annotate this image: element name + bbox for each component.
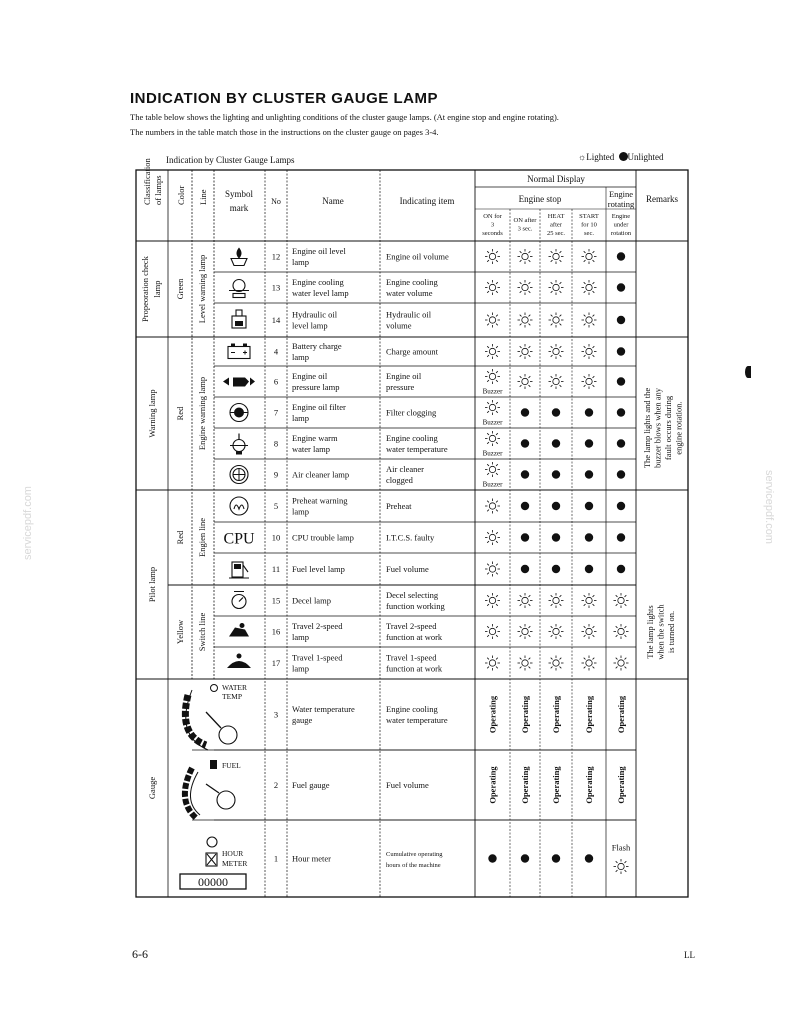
row-number: 4 [273, 346, 279, 357]
water-temp-label-2: TEMP [222, 692, 243, 701]
lighted-icon [582, 593, 597, 608]
row-indicating-item: function working [386, 601, 445, 611]
legend-lighted: Lighted [586, 152, 615, 162]
lighted-icon [582, 656, 597, 671]
unlighted-icon [617, 470, 625, 478]
unlighted-icon [585, 533, 593, 541]
lighted-icon [549, 593, 564, 608]
lighted-icon [582, 374, 597, 389]
buzzer-label: Buzzer [482, 418, 503, 427]
lighted-icon [582, 249, 597, 264]
operating-label: Operating [551, 695, 561, 734]
battery-icon [228, 344, 250, 359]
lighted-icon [485, 462, 500, 477]
header-color: Color [176, 185, 186, 205]
lighted-icon [485, 249, 500, 264]
row-name: Preheat warning [292, 495, 348, 506]
watermark-right: servicepdf.com [763, 470, 775, 544]
remark-switch: when the switch [655, 604, 666, 660]
unlighted-icon [585, 439, 593, 447]
row-name: lamp [292, 352, 309, 362]
row-indicating-item: function at work [386, 632, 443, 642]
lighted-icon [518, 313, 533, 328]
operating-label: Operating [520, 766, 530, 804]
operating-label: Operating [551, 766, 561, 804]
header-subcol: 3 sec. [517, 225, 533, 233]
classification-label: Propeoration check [140, 256, 150, 322]
row-name: Water temperature [292, 704, 355, 714]
unlighted-icon [617, 283, 625, 291]
row-name: CPU trouble lamp [292, 532, 354, 543]
row-indicating-item: Charge amount [386, 346, 439, 357]
page-title: INDICATION BY CLUSTER GAUGE LAMP [130, 90, 438, 107]
lighted-icon [485, 624, 500, 639]
header-subcol: after [550, 221, 562, 229]
oil-pressure-icon [223, 378, 255, 387]
unlighted-icon [585, 470, 593, 478]
operating-label: Operating [487, 695, 498, 734]
unlighted-icon [552, 565, 560, 573]
header-subcol: sec. [584, 230, 594, 237]
hydraulic-level-icon [232, 310, 246, 328]
lighted-icon: ☼ [578, 152, 587, 162]
intro-text-2: The numbers in the table match those in the instructions on the cluster gauge on pages 3-4. [130, 127, 439, 137]
operating-label: Operating [584, 766, 594, 804]
grid-line [239, 598, 243, 602]
operating-label: Operating [616, 766, 626, 804]
unlighted-icon [585, 408, 593, 416]
row-number: 5 [273, 501, 279, 511]
lighted-icon [485, 344, 500, 359]
water-temp-gauge-pivot [219, 726, 237, 744]
unlighted-icon [617, 502, 625, 510]
unlighted-icon [521, 565, 529, 573]
footer-code: LL [684, 950, 695, 960]
classification-label: Pilot lamp [147, 566, 157, 603]
buzzer-label: Buzzer [482, 449, 503, 458]
buzzer-label: Buzzer [482, 387, 503, 396]
row-indicating-item: pressure [386, 382, 415, 392]
lighted-icon [582, 280, 597, 295]
watermark-left: servicepdf.com [22, 486, 34, 560]
unlighted-icon [585, 854, 593, 862]
unlighted-icon [521, 408, 529, 416]
header-remarks: Remarks [646, 194, 678, 204]
row-name: Air cleaner lamp [292, 469, 350, 480]
travel-1-speed-icon [227, 654, 251, 669]
table-caption: Indication by Cluster Gauge Lamps [166, 155, 295, 165]
row-number: 15 [271, 595, 281, 606]
lighted-icon [485, 499, 500, 514]
remark-warning: engine rotation. [673, 401, 684, 455]
fuel-label: FUEL [222, 761, 241, 770]
row-indicating-item: water volume [386, 288, 433, 298]
lighted-icon [549, 280, 564, 295]
row-name: gauge [292, 715, 313, 725]
row-name: lamp [292, 632, 309, 642]
unlighted-icon [617, 377, 625, 385]
lighted-icon [485, 400, 500, 415]
row-number: 1 [273, 853, 279, 864]
header-symbol-2: mark [229, 203, 249, 213]
grid-line [243, 565, 248, 572]
row-number: 3 [273, 709, 279, 720]
grid-line [206, 712, 221, 728]
lighted-icon [518, 656, 533, 671]
lighted-icon [518, 624, 533, 639]
lighted-icon [485, 562, 500, 577]
buzzer-label: Buzzer [482, 480, 503, 489]
row-name: Engine oil filter [292, 402, 346, 412]
unlighted-icon [617, 252, 625, 260]
row-number: 10 [271, 532, 281, 543]
unlighted-icon [617, 439, 625, 447]
header-subcol: rotation [610, 230, 632, 237]
header-no: No [271, 197, 281, 206]
lighted-icon [582, 624, 597, 639]
header-engine-rotating: Engine [608, 189, 634, 199]
row-name: lamp [292, 413, 309, 423]
lighted-icon [518, 374, 533, 389]
remark-switch: The lamp lights [645, 605, 655, 659]
header-classification: Classification [142, 158, 152, 205]
unlighted-icon [552, 502, 560, 510]
operating-label: Operating [584, 695, 594, 734]
lighted-icon [485, 530, 500, 545]
fuel-icon [210, 760, 217, 769]
fuel-level-icon [232, 562, 243, 577]
unlighted-icon [585, 502, 593, 510]
color-label: Red [175, 406, 185, 421]
unlighted-icon [521, 854, 529, 862]
line-label: Engien line [197, 518, 207, 557]
lighted-icon [485, 593, 500, 608]
header-engine-stop: Engine stop [518, 194, 562, 204]
flash-label: Flash [611, 842, 631, 853]
row-name: level lamp [292, 320, 328, 331]
row-number: 7 [273, 407, 279, 418]
row-name: water lamp [292, 444, 330, 454]
lighted-icon [518, 280, 533, 295]
page-number: 6-6 [132, 947, 148, 961]
lighted-icon [518, 593, 533, 608]
lighted-icon [549, 344, 564, 359]
header-normal-display: Normal Display [527, 174, 585, 184]
row-name: Travel 2-speed [292, 621, 343, 631]
hour-meter-icon [207, 837, 217, 847]
row-name: Engine oil level [292, 246, 346, 256]
water-temp-warning-icon [233, 440, 245, 455]
row-indicating-item: Travel 1-speed [386, 652, 437, 663]
header-subcol: ON after [513, 217, 537, 224]
color-label: Yellow [175, 619, 185, 645]
header-name: Name [322, 196, 344, 206]
row-indicating-item: function at work [386, 663, 443, 674]
lighted-icon [549, 249, 564, 264]
lighted-icon [485, 280, 500, 295]
lighted-icon [485, 369, 500, 384]
header-engine-rotating-2: rotating [607, 199, 635, 209]
unlighted-icon [617, 533, 625, 541]
row-indicating-item: clogged [386, 475, 413, 485]
hour-meter-label-2: METER [222, 859, 248, 868]
row-indicating-item: Filter clogging [386, 407, 437, 418]
cpu-icon [223, 531, 255, 548]
unlighted-icon [521, 439, 529, 447]
color-label: Red [175, 530, 185, 545]
unlighted-icon [585, 565, 593, 573]
row-indicating-item: volume [386, 320, 412, 331]
row-name: lamp [292, 506, 309, 517]
lighted-icon [485, 656, 500, 671]
row-indicating-item: water temperature [386, 715, 448, 725]
classification-label: Warning lamp [147, 389, 157, 438]
line-label: Switch line [197, 612, 207, 652]
row-indicating-item: Engine oil volume [386, 251, 449, 262]
row-number: 17 [271, 658, 281, 668]
legend-unlighted: Unlighted [627, 152, 664, 162]
row-name: Engine cooling [292, 277, 344, 287]
lighted-icon [582, 313, 597, 328]
lighted-icon [549, 624, 564, 639]
unlighted-icon [552, 854, 560, 862]
unlighted-icon [521, 470, 529, 478]
row-indicating-item: Hydraulic oil [386, 309, 432, 320]
unlighted-icon [488, 854, 496, 862]
classification-label: Gauge [147, 776, 157, 800]
row-name: Decel lamp [292, 595, 331, 606]
intro-text-1: The table below shows the lighting and unlighting conditions of the cluster gauge lamps. (At engine stop and engine rotating). [130, 112, 559, 122]
header-subcol: HEAT [547, 213, 565, 220]
row-indicating-item: I.T.C.S. faulty [386, 532, 435, 543]
row-name: pressure lamp [292, 382, 340, 392]
row-name: Battery charge [292, 341, 342, 351]
unlighted-icon [521, 502, 529, 510]
row-indicating-item: Decel selecting [386, 590, 439, 600]
header-subcol: for 10 [581, 221, 597, 229]
unlighted-icon [552, 408, 560, 416]
cpu-label: CPU [223, 530, 255, 548]
unlighted-icon [617, 347, 625, 355]
row-name: Engine warm [292, 433, 338, 443]
color-label: Green [175, 278, 185, 300]
line-label: Engine warning lamp [197, 376, 207, 451]
row-name: Travel 1-speed [292, 652, 343, 663]
row-indicating-item: Engine cooling [386, 277, 438, 287]
fuel-gauge-pivot [217, 791, 235, 809]
operating-label: Operating [616, 695, 626, 734]
lighted-icon [582, 344, 597, 359]
row-number: 8 [273, 438, 279, 449]
grid-line [206, 784, 219, 793]
water-temp-icon [211, 685, 218, 692]
header-subcol: under [613, 221, 629, 229]
row-name: Fuel level lamp [292, 564, 345, 574]
header-subcol: 3 [490, 221, 495, 229]
row-name: Fuel gauge [292, 780, 330, 790]
unlighted-icon [552, 533, 560, 541]
classification-label: lamp [152, 280, 162, 298]
row-number: 6 [273, 376, 279, 387]
header-subcol: ON for [483, 213, 502, 220]
hour-counter-digits: 00000 [198, 875, 228, 889]
water-temp-gauge-arc [185, 695, 206, 745]
row-name: Hour meter [292, 853, 331, 864]
row-indicating-item: Cumulative operating [386, 851, 443, 858]
hour-meter-label: HOUR [222, 849, 244, 858]
row-number: 13 [271, 282, 281, 293]
row-number: 12 [271, 251, 281, 262]
remark-warning: The lamp lights and the [642, 387, 652, 469]
header-classification-2: of lamps [153, 175, 163, 205]
row-number: 2 [273, 780, 279, 790]
operating-label: Operating [520, 695, 530, 734]
row-name: Engine oil [292, 371, 328, 381]
operating-label: Operating [487, 766, 498, 804]
lighted-icon [518, 344, 533, 359]
row-name: water level lamp [292, 288, 349, 298]
header-subcol: 25 sec. [546, 230, 566, 237]
lighted-icon [485, 313, 500, 328]
coolant-level-icon [233, 280, 245, 298]
lighted-icon [614, 593, 629, 608]
row-number: 14 [271, 315, 281, 325]
row-indicating-item: Engine cooling [386, 433, 438, 443]
row-indicating-item: Fuel volume [386, 780, 429, 790]
unlighted-icon [552, 439, 560, 447]
row-indicating-item: Preheat [386, 501, 412, 511]
lighted-icon [549, 374, 564, 389]
unlighted-icon [617, 565, 625, 573]
preheat-icon [230, 497, 248, 515]
remark-warning: buzzer blows when any [652, 387, 663, 469]
lighted-icon [614, 624, 629, 639]
row-indicating-item: Engine oil [386, 371, 422, 381]
header-subcol: Engine [611, 213, 631, 220]
row-name: Hydraulic oil [292, 309, 338, 320]
lighted-icon [518, 249, 533, 264]
remark-warning: fault occurs during [663, 395, 673, 461]
oil-level-icon [231, 248, 247, 266]
lighted-icon [549, 313, 564, 328]
row-name: lamp [292, 663, 309, 674]
unlighted-icon [521, 533, 529, 541]
header-subcol: START [579, 213, 599, 220]
remark-switch: is turned on. [666, 610, 676, 654]
row-name: lamp [292, 257, 309, 267]
header-line: Line [198, 189, 208, 205]
row-number: 9 [273, 469, 279, 480]
flash-icon [614, 859, 629, 874]
lighted-icon [614, 656, 629, 671]
header-indicating: Indicating item [399, 196, 455, 206]
row-indicating-item: Travel 2-speed [386, 621, 437, 631]
row-indicating-item: Air cleaner [386, 464, 424, 474]
header-symbol: Symbol [224, 189, 254, 199]
row-indicating-item: Fuel volume [386, 564, 429, 574]
water-temp-label: WATER [222, 683, 247, 692]
lighted-icon [549, 656, 564, 671]
unlighted-icon [617, 408, 625, 416]
header-subcol: seconds [482, 230, 503, 237]
line-label: Level warning lamp [197, 254, 207, 324]
row-indicating-item: water temperature [386, 444, 448, 454]
row-indicating-item: Engine cooling [386, 704, 438, 714]
row-number: 11 [271, 564, 281, 574]
unlighted-icon [617, 316, 625, 324]
row-indicating-item: hours of the machine [386, 862, 441, 869]
lighted-icon [485, 431, 500, 446]
row-number: 16 [271, 626, 281, 637]
travel-2-speed-icon [229, 623, 249, 637]
unlighted-icon [552, 470, 560, 478]
